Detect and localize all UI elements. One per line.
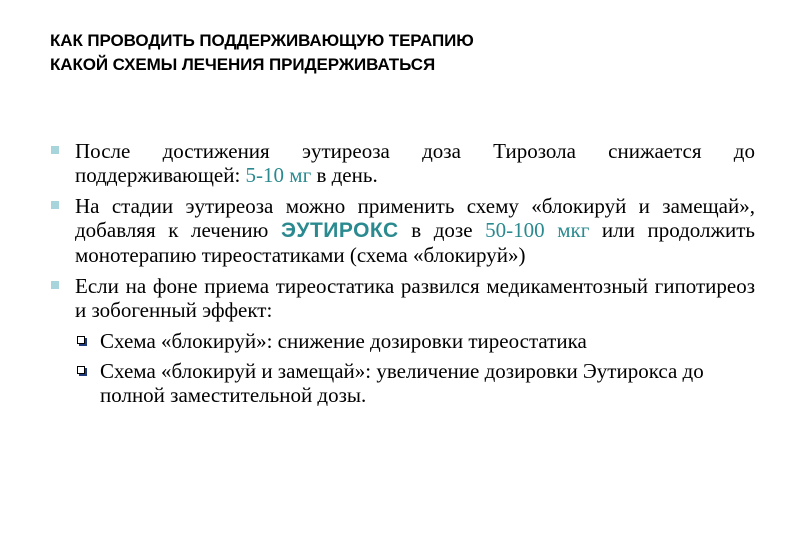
bullet-text: в дозе (398, 218, 486, 242)
bullet-text: или продолжить монотерапию тиреостатиками (схема «блокируй») (75, 218, 756, 267)
bullet-item-maintenance-dose (50, 139, 755, 187)
title-line-1: КАК ПРОВОДИТЬ ПОДДЕРЖИВАЮЩУЮ ТЕРАПИЮ (50, 31, 474, 50)
hollow-square-bullet-icon (77, 366, 85, 374)
sub-bullet-item-block (50, 329, 755, 353)
drug-name-highlight: ЭУТИРОКС (280, 219, 399, 242)
square-bullet-icon (51, 146, 59, 154)
sub-bullet-text: Схема «блокируй»: снижение дозировки тиреостатика (100, 329, 587, 353)
bullet-text: После достижения эутиреоза доза Тирозола снижается до поддерживающей: (75, 139, 755, 187)
dose-highlight: 50-100 мкг (485, 218, 590, 242)
sub-bullet-text: Схема «блокируй и замещай»: увеличение дозировки Эутирокса до полной заместительной дозы. (100, 359, 704, 407)
title-line-2: КАКОЙ СХЕМЫ ЛЕЧЕНИЯ ПРИДЕРЖИВАТЬСЯ (50, 55, 436, 74)
slide-title (50, 29, 474, 77)
dose-highlight: 5-10 мг (245, 163, 312, 187)
square-bullet-icon (51, 281, 59, 289)
bullet-text: в день. (311, 163, 378, 187)
bullet-text: Если на фоне приема тиреостатика развился медикаментозный гипотиреоз и зобогенный эффект: (75, 274, 755, 322)
hollow-square-bullet-icon (77, 336, 85, 344)
square-bullet-icon (51, 201, 59, 209)
bullet-text: На стадии эутиреоза можно применить схему «блокируй и замещай», добавляя к лечению (75, 194, 755, 242)
bullet-list (50, 139, 755, 413)
bullet-item-block-replace (50, 194, 755, 267)
sub-bullet-item-block-replace (50, 359, 755, 407)
bullet-item-hypothyroidism (50, 274, 755, 322)
